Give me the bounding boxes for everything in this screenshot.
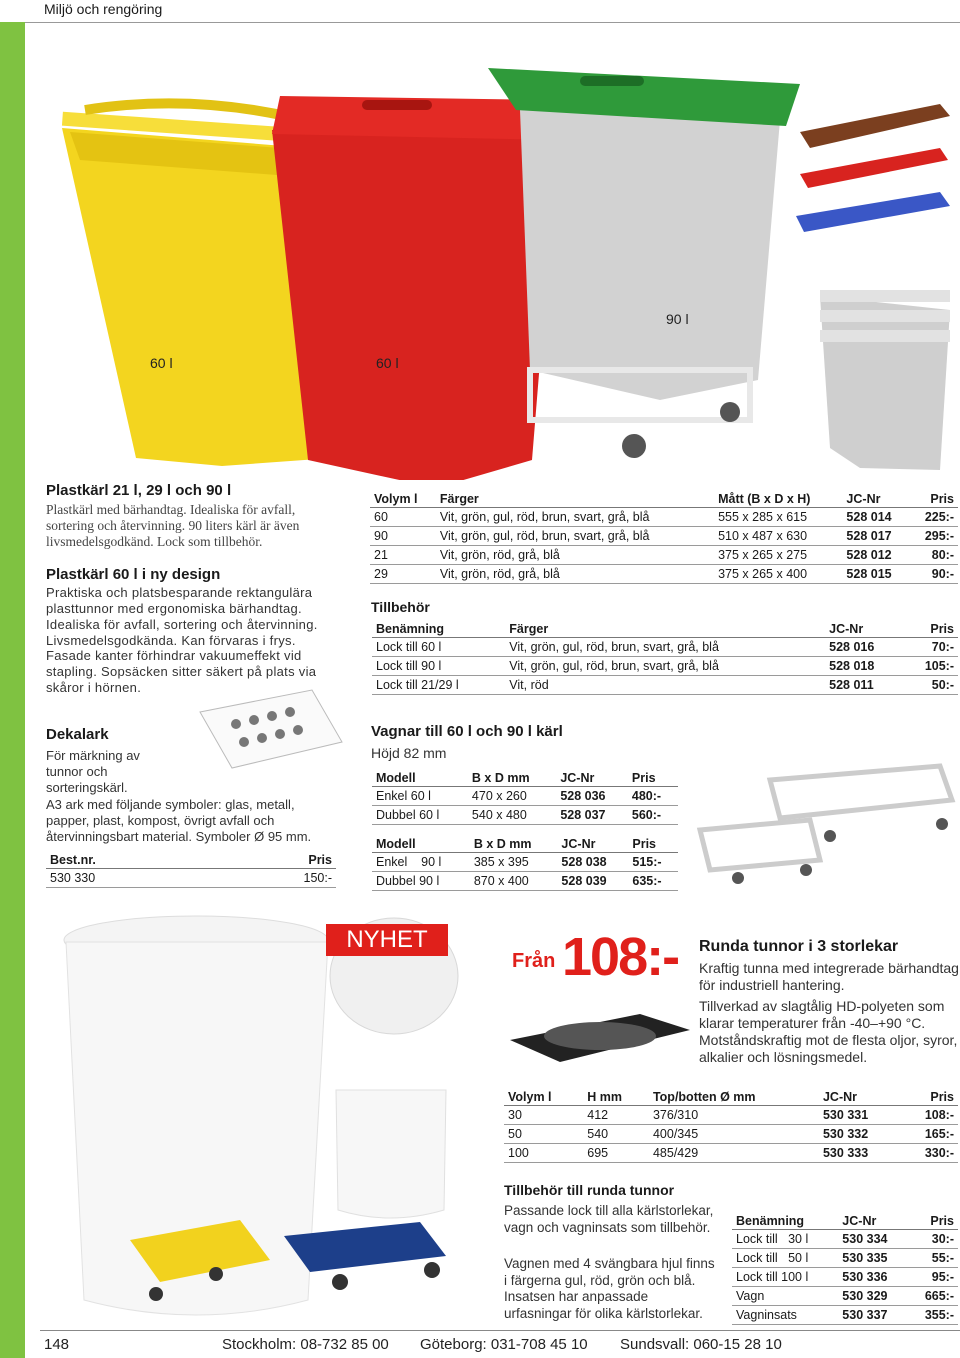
table-row: 30 412 376/310 530 331 108:- [504, 1106, 958, 1125]
table-row: Lock till 30 l 530 334 30:- [732, 1230, 958, 1249]
table-row: 90 Vit, grön, gul, röd, brun, svart, grå, blå 510 x 487 x 630 528 017 295:- [370, 527, 958, 546]
round-acc-desc-1: Passande lock till alla kärlstorlekar, vagn och vagninsats som tillbehör. [504, 1203, 714, 1235]
table-row: 60 Vit, grön, gul, röd, brun, svart, grå, blå 555 x 285 x 615 528 014 225:- [370, 508, 958, 527]
decal-header-nr: Best.nr. [46, 852, 219, 869]
lids-image [796, 104, 950, 232]
round-desc-1: Kraftig tunna med integrerade bärhandtag för industriell hantering. [699, 960, 959, 993]
cart-insert-image [500, 1000, 700, 1070]
table-row: 29 Vit, grön, röd, grå, blå 375 x 265 x 400 528 015 90:- [370, 565, 958, 584]
table-row: Vagn 530 329 665:- [732, 1287, 958, 1306]
red-bin-image [272, 96, 558, 480]
footer-stockholm: Stockholm: 08-732 85 00 [222, 1336, 389, 1353]
footer-rule [40, 1330, 960, 1331]
carts-90-table: Modell B x D mm JC-Nr Pris Enkel 90 l 385 x 395 528 038 515:- Dubbel 90 l 870 x 400 528 039 635:- [372, 836, 678, 891]
round-acc-table: Benämning JC-Nr Pris Lock till 30 l 530 334 30:- Lock till 50 l 530 335 55:- Lock till 100 l 530 336 95:- Vagn 530 329 665:- Vagninsats 530 337 355:- [732, 1213, 958, 1325]
decal-sheet-image [196, 684, 346, 774]
table-row: Lock till 100 l 530 336 95:- [732, 1268, 958, 1287]
round-acc-desc-2: Vagnen med 4 svängbara hjul finns i färgerna gul, röd, grön och blå. Insatsen har anpassade urfasningar för olika kärlstorlekar. [504, 1256, 715, 1321]
bins-desc-2: Praktiska och platsbesparande rektangulära plasttunnor med ergonomiska bärhandtag. Idealiska för avfall, sortering och återvinning. Livsmedelsgodkända. Kan förvaras i frys. [46, 585, 318, 648]
page-number: 148 [44, 1336, 70, 1353]
section-title: Miljö och rengöring [44, 1, 163, 17]
table-row: 100 695 485/429 530 333 330:- [504, 1144, 958, 1163]
bins-desc-1: Plastkärl med bärhandtag. Idealiska för avfall, sortering och återvinning. 90 liters kärl är även livsmedelsgodkänd. Lock som tillbehör. [46, 502, 300, 549]
table-row: Enkel 60 l 470 x 260 528 036 480:- [372, 787, 678, 806]
table-row: Enkel 90 l 385 x 395 528 038 515:- [372, 853, 678, 872]
bins-title-1: Plastkärl 21 l, 29 l och 90 l [46, 482, 232, 499]
page-header [0, 0, 960, 23]
label-90-grey: 90 l [666, 311, 689, 327]
bins-title-2: Plastkärl 60 l i ny design [46, 566, 221, 583]
bins-table: Volym l Färger Mått (B x D x H) JC-Nr Pris 60 Vit, grön, gul, röd, brun, svart, grå, blå 555 x 285 x 615 528 014 225:- 90 Vit, grön, gul, röd, brun, svart, grå, blå 510 x 487 x 630 528 017 295:- 21 Vit, grön, röd, grå, blå 375 x 265 x 275 528 012 80:- 29 Vit, grön, röd, grå, blå 375 x 265 x 400 528 015 90:- [370, 491, 958, 584]
decal-header-pris: Pris [219, 852, 336, 869]
footer-sundsvall: Sundsvall: 060-15 28 10 [620, 1336, 782, 1353]
footer-goteborg: Göteborg: 031-708 45 10 [420, 1336, 588, 1353]
promo-from: Från [512, 950, 556, 972]
table-row: Lock till 90 l Vit, grön, gul, röd, brun, svart, grå, blå 528 018 105:- [372, 657, 958, 676]
round-table: Volym l H mm Top/botten Ø mm JC-Nr Pris 30 412 376/310 530 331 108:- 50 540 400/345 530 332 165:- 100 695 485/429 530 333 330:- [504, 1089, 958, 1163]
table-row: Vagninsats 530 337 355:- [732, 1306, 958, 1325]
table-row: Dubbel 90 l 870 x 400 528 039 635:- [372, 872, 678, 891]
carts-height: Höjd 82 mm [371, 745, 447, 761]
round-barrels-image [40, 910, 500, 1330]
promo-price: 108:- [562, 927, 679, 987]
round-acc-title: Tillbehör till runda tunnor [504, 1182, 675, 1198]
carts-60-table: Modell B x D mm JC-Nr Pris Enkel 60 l 470 x 260 528 036 480:- Dubbel 60 l 540 x 480 528 037 560:- [372, 770, 678, 825]
table-row: Lock till 21/29 l Vit, röd 528 011 50:- [372, 676, 958, 695]
carts-title: Vagnar till 60 l och 90 l kärl [371, 723, 563, 740]
carts-image [690, 760, 960, 890]
table-row: Dubbel 60 l 540 x 480 528 037 560:- [372, 806, 678, 825]
accent-strip [0, 22, 25, 1358]
table-row: Lock till 60 l Vit, grön, gul, röd, brun, svart, grå, blå 528 016 70:- [372, 638, 958, 657]
table-row: 21 Vit, grön, röd, grå, blå 375 x 265 x 275 528 012 80:- [370, 546, 958, 565]
label-60-red: 60 l [376, 355, 399, 371]
small-bins-image [820, 290, 950, 470]
decal-table [46, 852, 336, 888]
nyhet-badge: NYHET [326, 924, 448, 956]
table-row: Lock till 50 l 530 335 55:- [732, 1249, 958, 1268]
accessories-table: Benämning Färger JC-Nr Pris Lock till 60 l Vit, grön, gul, röd, brun, svart, grå, blå 528 016 70:- Lock till 90 l Vit, grön, gul, röd, brun, svart, grå, blå 528 018 105:- Lock till 21/29 l Vit, röd 528 011 50:- [372, 621, 958, 695]
label-60-yellow: 60 l [150, 355, 173, 371]
decal-title: Dekalark [46, 726, 109, 743]
accessories-title: Tillbehör [371, 599, 430, 615]
decal-desc-1: För märkning av tunnor och sorteringskärl. [46, 748, 140, 795]
bins-desc-3: Fasade kanter förhindrar vakuumeffekt vid stapling. Sopsäcken sitter säkert på plats via skåror i hörnen. [46, 648, 317, 695]
round-title: Runda tunnor i 3 storlekar [699, 938, 899, 955]
table-row: 530 330 150:- [46, 869, 336, 888]
table-row: 50 540 400/345 530 332 165:- [504, 1125, 958, 1144]
decal-desc-2: A3 ark med följande symboler: glas, metall, papper, plast, kompost, övrigt avfall och återvinningsbart material. Symboler Ø 95 mm. [46, 797, 312, 844]
round-desc-2: Tillverkad av slagtålig HD-polyeten som klarar temperaturer från -40–+90 °C. Motståndskraftig mot de flesta oljor, syror, alkalier och lösningsmedel. [699, 998, 958, 1065]
bins-image [40, 40, 960, 480]
